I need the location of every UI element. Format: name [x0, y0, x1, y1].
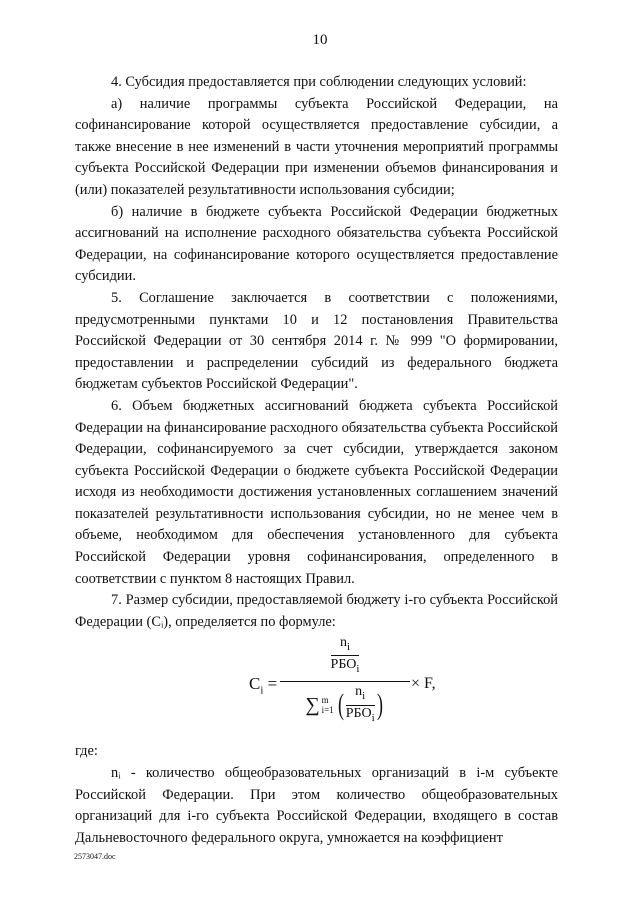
paragraph-6: 6. Объем бюджетных ассигнований бюджета субъекта Российской Федерации на финансирование расходного обязательства субъекта Российской Федерации, софинансируемого за счет субсидии, утверждается законом субъекта Российской Федерации о бюджете субъекта Российской Федерации исходя из необходимости достижения установленных соглашением значений показателей результативности использования субсидии, но не менее чем в объеме, необходимом для обеспечения установленного для субъекта Российской Федерации уровня софинансирования, определенного в соответствии с пунктом 8 настоящих Правил.: [75, 397, 559, 587]
right-paren: ): [376, 687, 383, 721]
document-body: [75, 72, 558, 849]
definition-ni: nᵢ - количество общеобразовательных организаций в i-м субъекте Российской Федерации. При этом количество общеобразовательных организаций для i-го субъекта Российской Федерации, входящего в состав Дальневосточного федерального округа, умножается на коэффициент: [75, 765, 558, 846]
formula-lhs: $C_i$ =: [249, 674, 278, 697]
paragraph-7: 7. Размер субсидии, предоставляемой бюджету i-го субъекта Российской Федерации (Cᵢ), определяется по формуле:: [75, 592, 558, 630]
subsidy-formula: [75, 635, 558, 735]
paragraph-4a: а) наличие программы субъекта Российской Федерации, на софинансирование которой осуществляется предоставление субсидии, а также внесение в нее изменений в части уточнения мероприятий программы субъекта Российской Федерации при изменении объемов финансирования и (или) показателей результативности использования субсидии;: [75, 95, 558, 198]
inner-fraction: $n_i$ $РБО_i$: [345, 684, 375, 724]
where-label: где:: [75, 743, 98, 760]
file-footer: 2573047.doc: [74, 852, 116, 861]
paragraph-5: 5. Соглашение заключается в соответствии с положениями, предусмотренными пунктами 10 и 12 постановления Правительства Российской Федерации от 30 сентября 2014 г. № 999 "О формировании, предоставлении и распределении субсидий из федерального бюджета бюджетам субъектов Российской Федерации".: [75, 289, 558, 393]
formula-fraction: [280, 635, 410, 725]
paragraph-4: 4. Субсидия предоставляется при соблюдении следующих условий:: [111, 74, 527, 90]
formula-rhs: × F,: [411, 675, 436, 693]
page-number: 10: [312, 32, 328, 48]
left-paren: (: [337, 687, 344, 721]
paragraph-4b: б) наличие в бюджете субъекта Российской Федерации бюджетных ассигнований на исполнение расходного обязательства субъекта Российской Федерации, на софинансирование которого осуществляется предоставление субсидии.: [75, 203, 558, 285]
sum-limits: m i=1: [321, 694, 334, 715]
fraction-line: [280, 681, 410, 682]
formula-numerator: $n_i$ $РБО_i$: [330, 635, 360, 676]
formula-denominator: [280, 684, 410, 726]
sum-symbol: ∑: [305, 693, 320, 716]
